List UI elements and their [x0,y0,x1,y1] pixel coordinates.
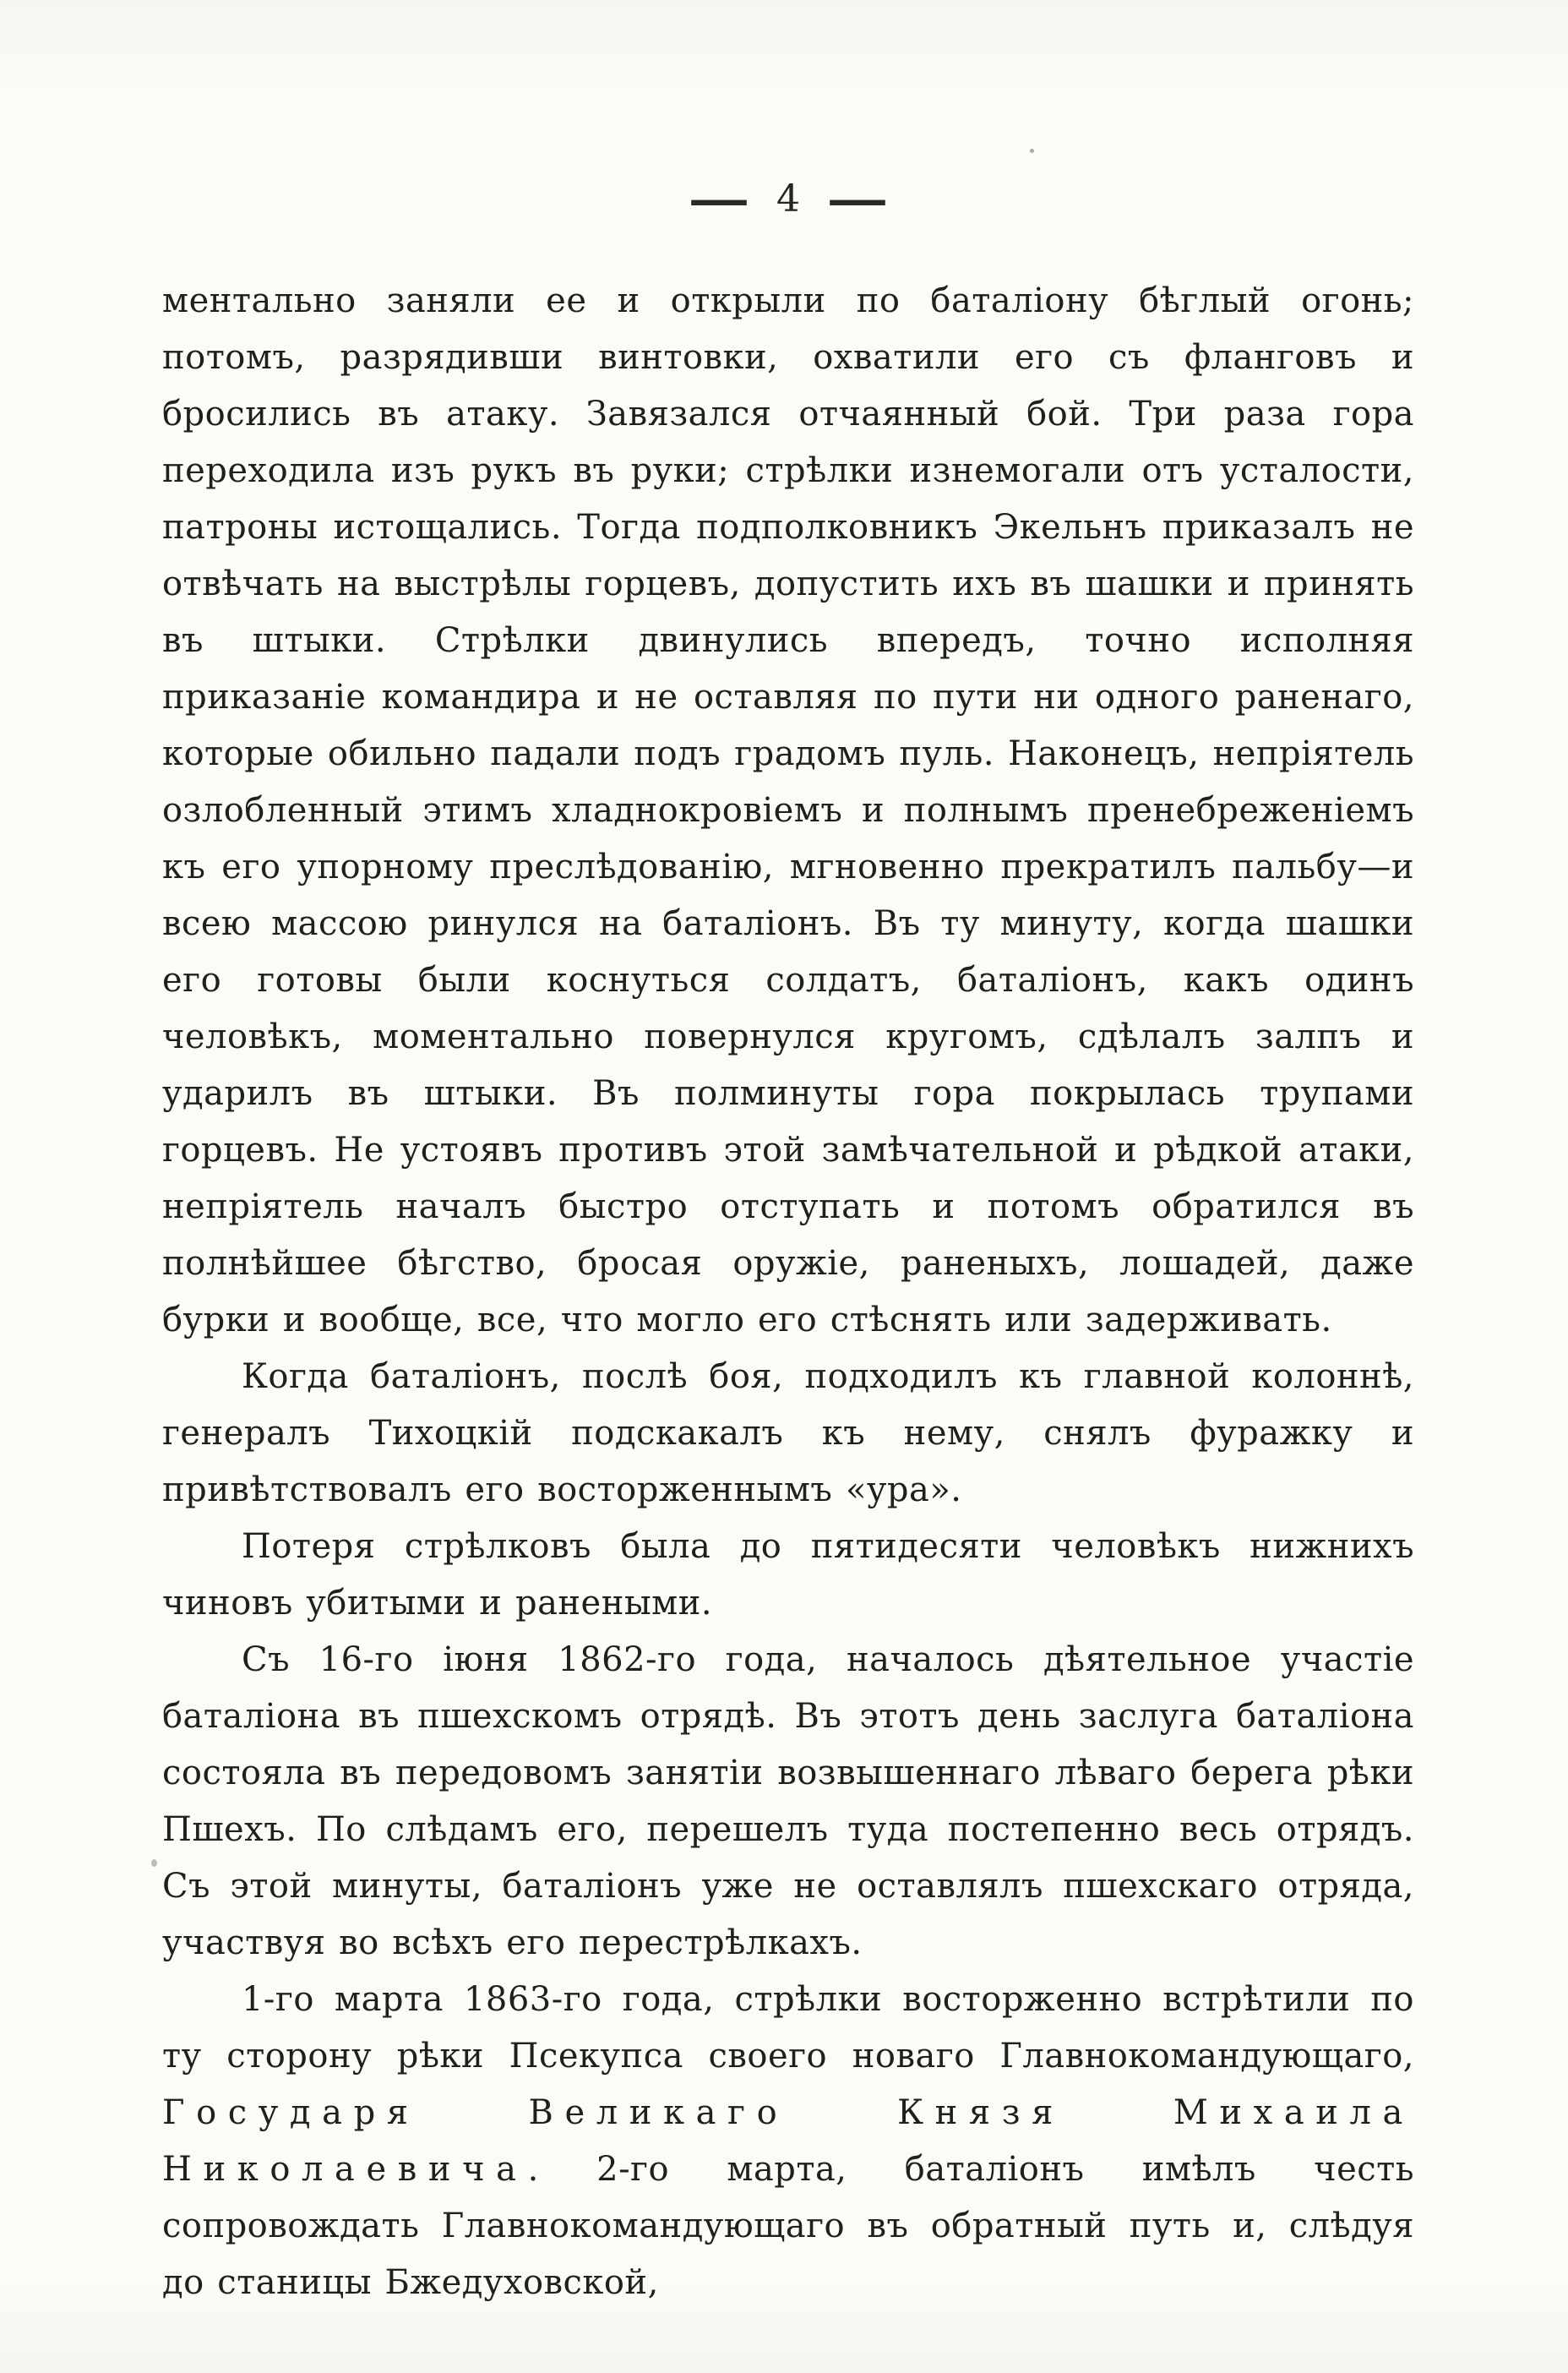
header-dash-left: — [687,172,750,226]
paragraph-pshekh-detachment: Съ 16-го іюня 1862-го года, началось дѣятельное участіе баталіона въ пшехскомъ отрядѣ. Въ этотъ день заслуга баталіона состояла въ передовомъ занятіи возвышеннаго лѣваго берега рѣки Пшехъ. По слѣдамъ его, перешелъ туда постепенно весь отрядъ. Съ этой минуты, баталіонъ уже не оставлялъ пшехскаго отряда, участвуя во всѣхъ его перестрѣлкахъ. [162,1640,1414,1962]
paragraph-continuation: ментально заняли ее и открыли по баталіону бѣглый огонь; потомъ, разрядивши винтовки, охватили его съ фланговъ и бросились въ атаку. Завязался отчаянный бой. Три раза гора переходила изъ рукъ въ руки; стрѣлки изнемогали отъ усталости, патроны истощались. Тогда подполковникъ Экельнъ приказалъ не отвѣчать на выстрѣлы горцевъ, допустить ихъ въ шашки и принять въ штыки. Стрѣлки двинулись впередъ, точно исполняя приказаніе командира и не оставляя по пути ни одного раненаго, которые обильно падали подъ градомъ пуль. Наконецъ, непріятель озлобленный этимъ хладнокровіемъ и полнымъ пренебреженіемъ къ его упорному преслѣдованію, мгновенно прекратилъ пальбу—и всею массою ринулся на баталіонъ. Въ ту минуту, когда шашки его готовы были коснуться солдатъ, баталіонъ, какъ одинъ человѣкъ, моментально повернулся кругомъ, сдѣлалъ залпъ и ударилъ въ штыки. Въ полминуты гора покрылась трупами горцевъ. Не устоявъ противъ этой замѣчательной и рѣдкой атаки, непріятель началъ быстро отступать и потомъ обратился въ полнѣйшее бѣгство, бросая оружіе, раненыхъ, лошадей, даже бурки и вообще, все, что могло его стѣснять или задерживать. [162,281,1414,1339]
scan-speck [151,1859,157,1867]
header-dash-right: — [826,172,890,226]
royal-name-letterspaced: Государя Великаго Князя Михаила Николаевича [162,2093,1414,2189]
paragraph-grand-duke-lead: 1-го марта 1863-го года, стрѣлки восторженно встрѣтили по ту сторону рѣки Псекупса своего новаго Главнокомандующаго, [162,1980,1414,2076]
paragraph-general-greeting: Когда баталіонъ, послѣ боя, подходилъ къ главной колоннѣ, генералъ Тихоцкій подскакалъ къ нему, снялъ фуражку и привѣтствовалъ его восторженнымъ «ура». [162,1357,1414,1509]
scan-speck [1030,149,1034,153]
text-block [162,273,1414,2311]
paragraph-casualties: Потеря стрѣлковъ была до пятидесяти человѣкъ нижнихъ чиновъ убитыми и ранеными. [162,1527,1414,1623]
paragraph-grand-duke-tail: . 2-го марта, баталіонъ имѣлъ честь сопровождать Главнокомандующаго въ обратный путь и, слѣдуя до станицы Бжедуховской, [162,2150,1414,2302]
paragraph-grand-duke [162,1972,1414,2311]
page-header [162,172,1414,226]
page-number: 4 [776,177,800,221]
